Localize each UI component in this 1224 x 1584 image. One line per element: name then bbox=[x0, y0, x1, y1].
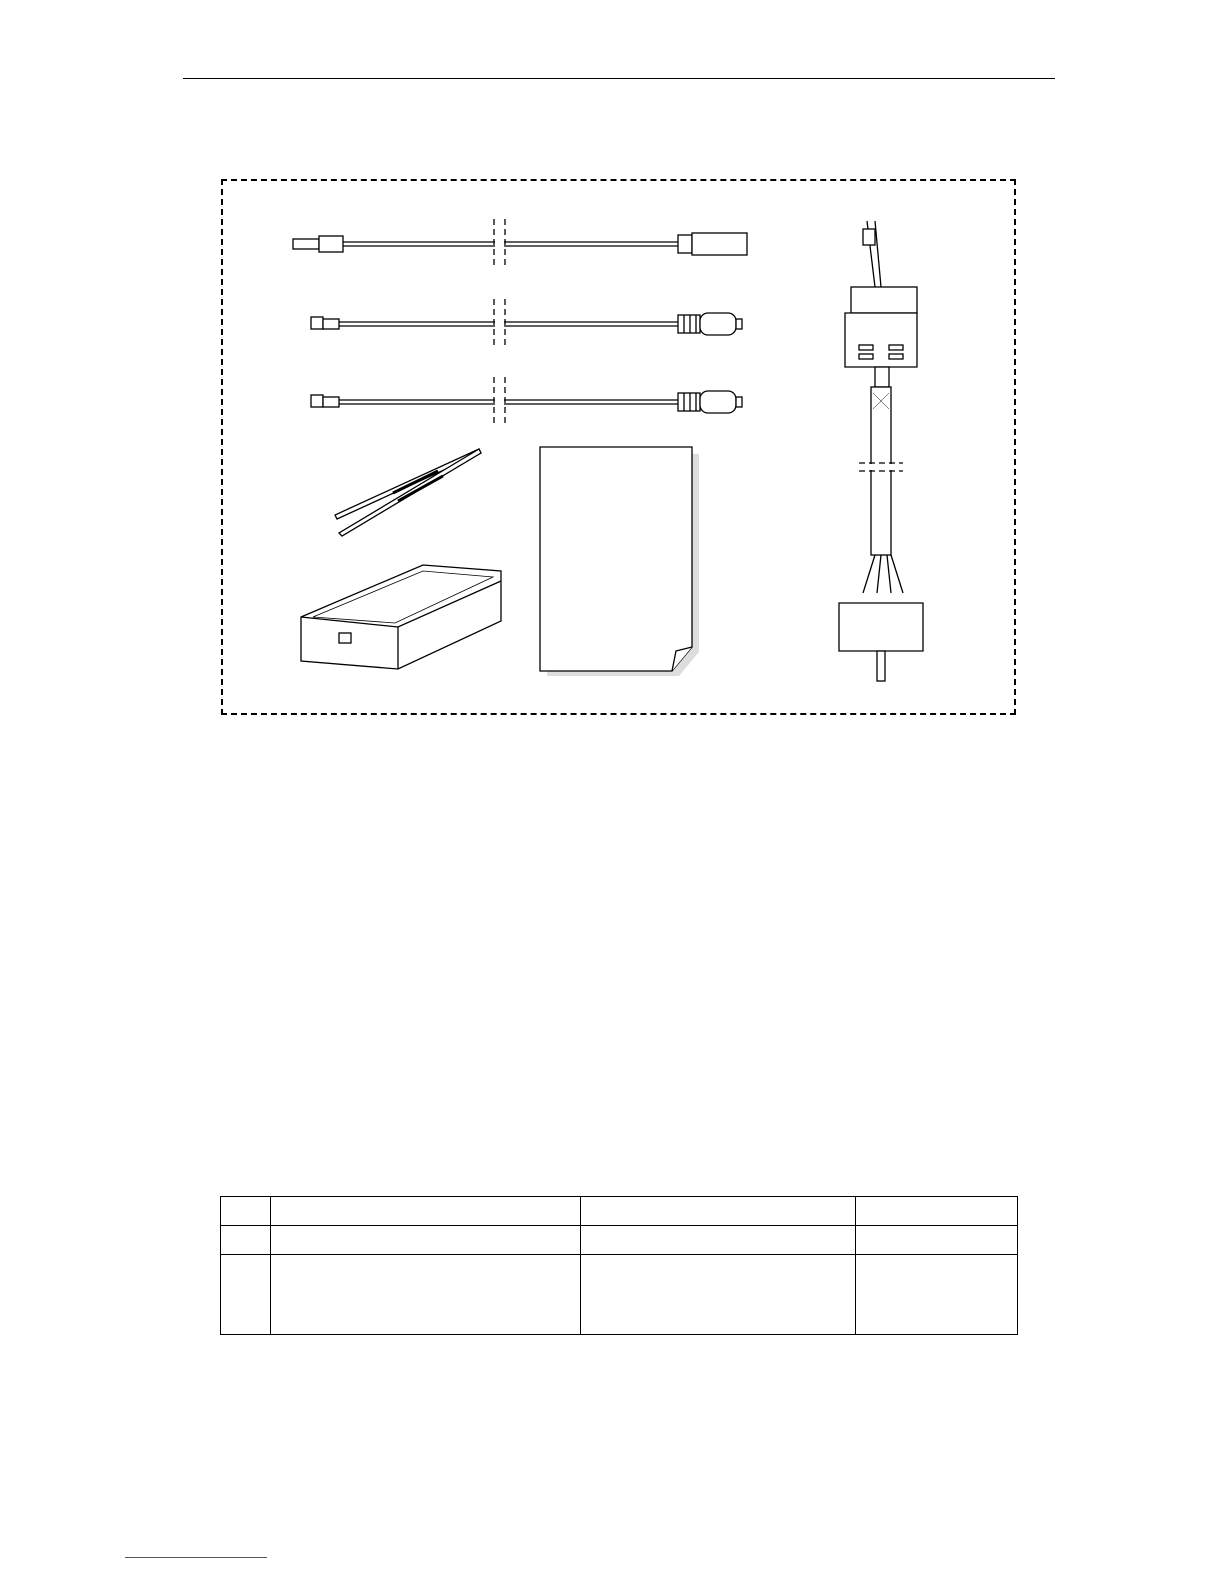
table-cell bbox=[581, 1255, 856, 1335]
accessories-figure-frame bbox=[221, 179, 1016, 715]
header-rule bbox=[183, 78, 1055, 79]
table-row bbox=[221, 1197, 1018, 1226]
table-row bbox=[221, 1226, 1018, 1255]
tweezers bbox=[335, 449, 481, 536]
accessories-illustration bbox=[223, 181, 1018, 717]
table-cell bbox=[221, 1197, 271, 1226]
table-cell bbox=[221, 1255, 271, 1335]
table-cell bbox=[271, 1255, 581, 1335]
table-cell bbox=[271, 1197, 581, 1226]
table-cell bbox=[856, 1226, 1018, 1255]
parts-table bbox=[220, 1196, 1018, 1335]
table-cell bbox=[856, 1197, 1018, 1226]
signal-cable-2 bbox=[311, 377, 742, 427]
table-row bbox=[221, 1255, 1018, 1335]
footer-link-underline[interactable] bbox=[125, 1557, 267, 1558]
table-cell bbox=[221, 1226, 271, 1255]
signal-cable-1 bbox=[311, 299, 742, 349]
table-cell bbox=[581, 1226, 856, 1255]
engine-diagnostic-tool-box bbox=[301, 565, 501, 669]
usb-cable bbox=[293, 219, 747, 269]
wiring-harness bbox=[839, 221, 923, 681]
document-sheet bbox=[540, 447, 699, 676]
table-cell bbox=[856, 1255, 1018, 1335]
table-cell bbox=[581, 1197, 856, 1226]
table-cell bbox=[271, 1226, 581, 1255]
